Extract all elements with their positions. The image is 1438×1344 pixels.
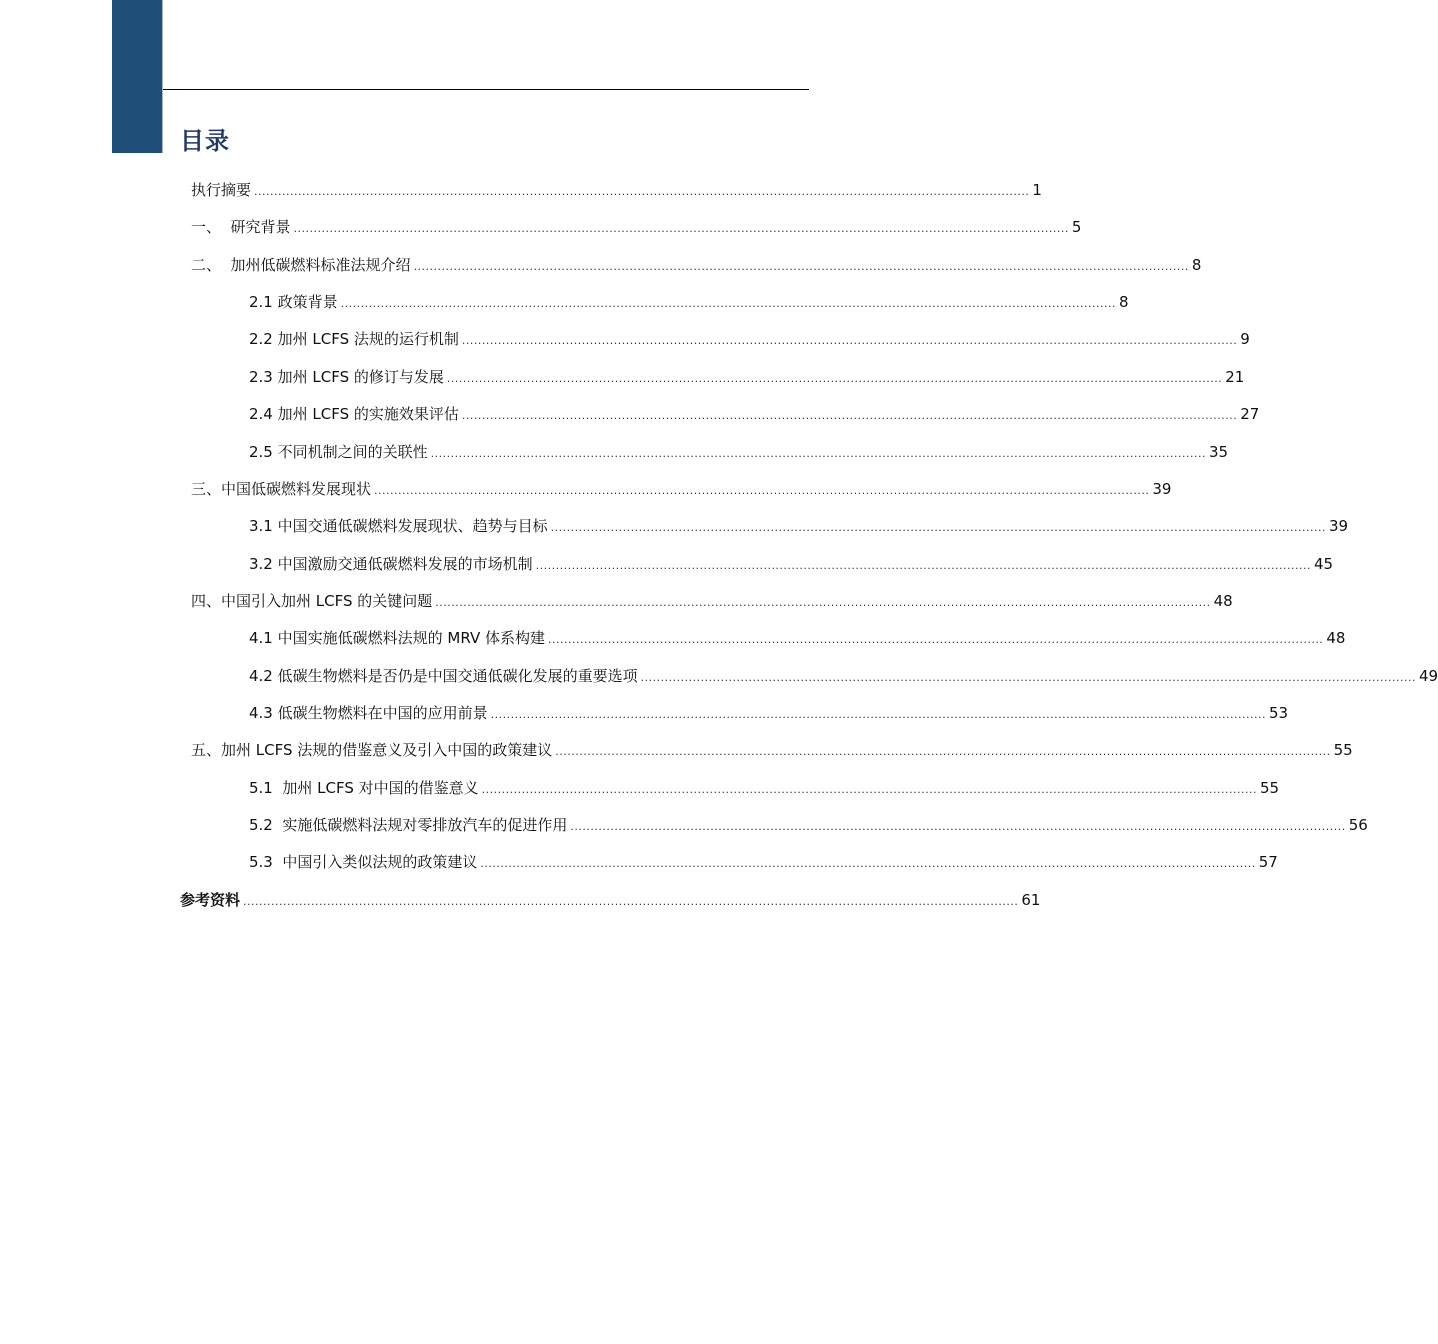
toc-entry-number: 2.1 (249, 293, 278, 311)
toc-entry-number: 4.2 (249, 667, 278, 685)
toc-entry-label: 中国实施低碳燃料法规的 MRV 体系构建 (277, 629, 545, 647)
toc-leader-dots: .................................................................................................................................................................................................. (490, 708, 1266, 721)
toc-leader-dots: .................................................................................................................................................................................................. (413, 260, 1189, 273)
toc-leader-dots: .................................................................................................................................................................................................. (461, 334, 1238, 347)
toc-entry[interactable] (249, 628, 1346, 648)
toc-entry-page: 49 (1418, 667, 1438, 685)
header-rule (163, 89, 809, 90)
toc-leader-dots: .................................................................................................................................................................................................. (550, 521, 1326, 534)
toc-entry-label: 低碳生物燃料是否仍是中国交通低碳化发展的重要选项 (277, 667, 638, 685)
toc-entry-label: 不同机制之间的关联性 (277, 443, 428, 461)
toc-entry-page: 48 (1213, 592, 1233, 610)
toc-entry[interactable] (249, 404, 1260, 424)
toc-entry-page: 21 (1225, 368, 1245, 386)
toc-entry-page: 39 (1152, 480, 1172, 498)
toc-entry-label: 中国引入类似法规的政策建议 (282, 853, 478, 871)
toc-entry-label: 中国激励交通低碳燃料发展的市场机制 (277, 555, 533, 573)
toc-entry[interactable] (249, 329, 1250, 349)
toc-title: 目录 (180, 127, 230, 155)
toc-entry[interactable] (249, 666, 1438, 686)
toc-leader-dots: .................................................................................................................................................................................................. (374, 484, 1150, 497)
toc-entry-label: 三、中国低碳燃料发展现状 (191, 480, 372, 498)
toc-leader-dots: .................................................................................................................................................................................................. (570, 820, 1346, 833)
toc-entry-page: 55 (1260, 779, 1280, 797)
toc-entry-page: 9 (1240, 330, 1250, 348)
toc-entry-page: 8 (1191, 256, 1202, 274)
toc-entry[interactable] (249, 554, 1334, 574)
toc-leader-dots: .................................................................................................................................................................................................. (430, 447, 1206, 460)
toc-entry-page: 39 (1328, 517, 1349, 535)
toc-entry[interactable] (249, 778, 1280, 798)
toc-entry[interactable] (249, 516, 1349, 536)
toc-entry-label: 加州 LCFS 的修订与发展 (277, 368, 444, 386)
toc-entry-number: 二、 (191, 256, 231, 274)
toc-entry[interactable] (191, 255, 1202, 275)
toc-leader-dots: .................................................................................................................................................................................................. (547, 633, 1324, 646)
toc-leader-dots: .................................................................................................................................................................................................. (435, 596, 1211, 609)
toc-entry-label: 加州 LCFS 的实施效果评估 (277, 405, 459, 423)
toc-entry-page: 8 (1118, 293, 1129, 311)
toc-entry-number: 4.3 (249, 704, 278, 722)
toc-entry-number: 5.1 (249, 779, 283, 797)
toc-entry-number: 3.2 (249, 555, 278, 573)
toc-entry-number: 4.1 (249, 629, 278, 647)
toc-entry-label: 研究背景 (230, 218, 291, 236)
toc-entry-number: 一、 (191, 218, 231, 236)
toc-entry-page: 45 (1313, 555, 1334, 573)
toc-leader-dots: .................................................................................................................................................................................................. (480, 857, 1256, 870)
toc-entry-number: 5.3 (249, 853, 283, 871)
toc-entry[interactable] (249, 367, 1245, 387)
toc-leader-dots: .................................................................................................................................................................................................. (340, 297, 1116, 310)
toc-entry-number: 5.2 (249, 816, 283, 834)
header-accent-bar (112, 0, 162, 153)
toc-leader-dots: .................................................................................................................................................................................................. (293, 222, 1069, 235)
toc-leader-dots: .................................................................................................................................................................................................. (481, 783, 1258, 796)
toc-entry-label: 实施低碳燃料法规对零排放汽车的促进作用 (282, 816, 568, 834)
toc-entry-label: 政策背景 (277, 293, 338, 311)
toc-entry[interactable] (191, 180, 1042, 200)
toc-leader-dots: .................................................................................................................................................................................................. (535, 559, 1311, 572)
toc-entry[interactable] (180, 890, 1041, 910)
toc-entry-page: 27 (1240, 405, 1260, 423)
toc-entry-label: 加州 LCFS 对中国的借鉴意义 (282, 779, 479, 797)
toc-entry-page: 55 (1333, 741, 1353, 759)
toc-entry-label: 中国交通低碳燃料发展现状、趋势与目标 (277, 517, 548, 535)
toc-entry-label: 执行摘要 (191, 181, 252, 199)
toc-entry[interactable] (249, 852, 1278, 872)
toc-entry[interactable] (249, 703, 1289, 723)
toc-entry-label: 加州低碳燃料标准法规介绍 (230, 256, 411, 274)
toc-entry-number: 3.1 (249, 517, 278, 535)
toc-entry-page: 1 (1032, 181, 1042, 199)
toc-leader-dots: .................................................................................................................................................................................................. (461, 409, 1238, 422)
toc-leader-dots: .................................................................................................................................................................................................. (555, 745, 1331, 758)
toc-entry-label: 五、加州 LCFS 法规的借鉴意义及引入中国的政策建议 (191, 741, 553, 759)
toc-entry[interactable] (249, 442, 1229, 462)
toc-entry-label: 低碳生物燃料在中国的应用前景 (277, 704, 488, 722)
toc-entry[interactable] (191, 740, 1353, 760)
toc-entry[interactable] (249, 815, 1368, 835)
toc-entry-number: 2.5 (249, 443, 278, 461)
toc-entry[interactable] (191, 591, 1233, 611)
toc-leader-dots: .................................................................................................................................................................................................. (446, 372, 1223, 385)
toc-entry-page: 35 (1208, 443, 1229, 461)
toc-entry[interactable] (249, 292, 1129, 312)
toc-entry[interactable] (191, 217, 1082, 237)
toc-entry-number: 2.3 (249, 368, 278, 386)
toc-entry-page: 5 (1071, 218, 1082, 236)
toc-entry-page: 48 (1326, 629, 1346, 647)
toc-leader-dots: .................................................................................................................................................................................................. (243, 895, 1019, 908)
toc-entry-page: 61 (1021, 891, 1041, 909)
toc-entry-page: 53 (1268, 704, 1289, 722)
toc-entry-label: 加州 LCFS 法规的运行机制 (277, 330, 459, 348)
toc-leader-dots: .................................................................................................................................................................................................. (640, 671, 1416, 684)
toc-entry-label: 四、中国引入加州 LCFS 的关键问题 (191, 592, 433, 610)
toc-leader-dots: .................................................................................................................................................................................................. (254, 185, 1030, 198)
toc-entry-number: 2.2 (249, 330, 278, 348)
toc-entry-page: 56 (1348, 816, 1368, 834)
toc-entry[interactable] (191, 479, 1172, 499)
toc-entry-number: 2.4 (249, 405, 278, 423)
toc-entry-label: 参考资料 (180, 891, 241, 909)
toc-entry-page: 57 (1258, 853, 1278, 871)
